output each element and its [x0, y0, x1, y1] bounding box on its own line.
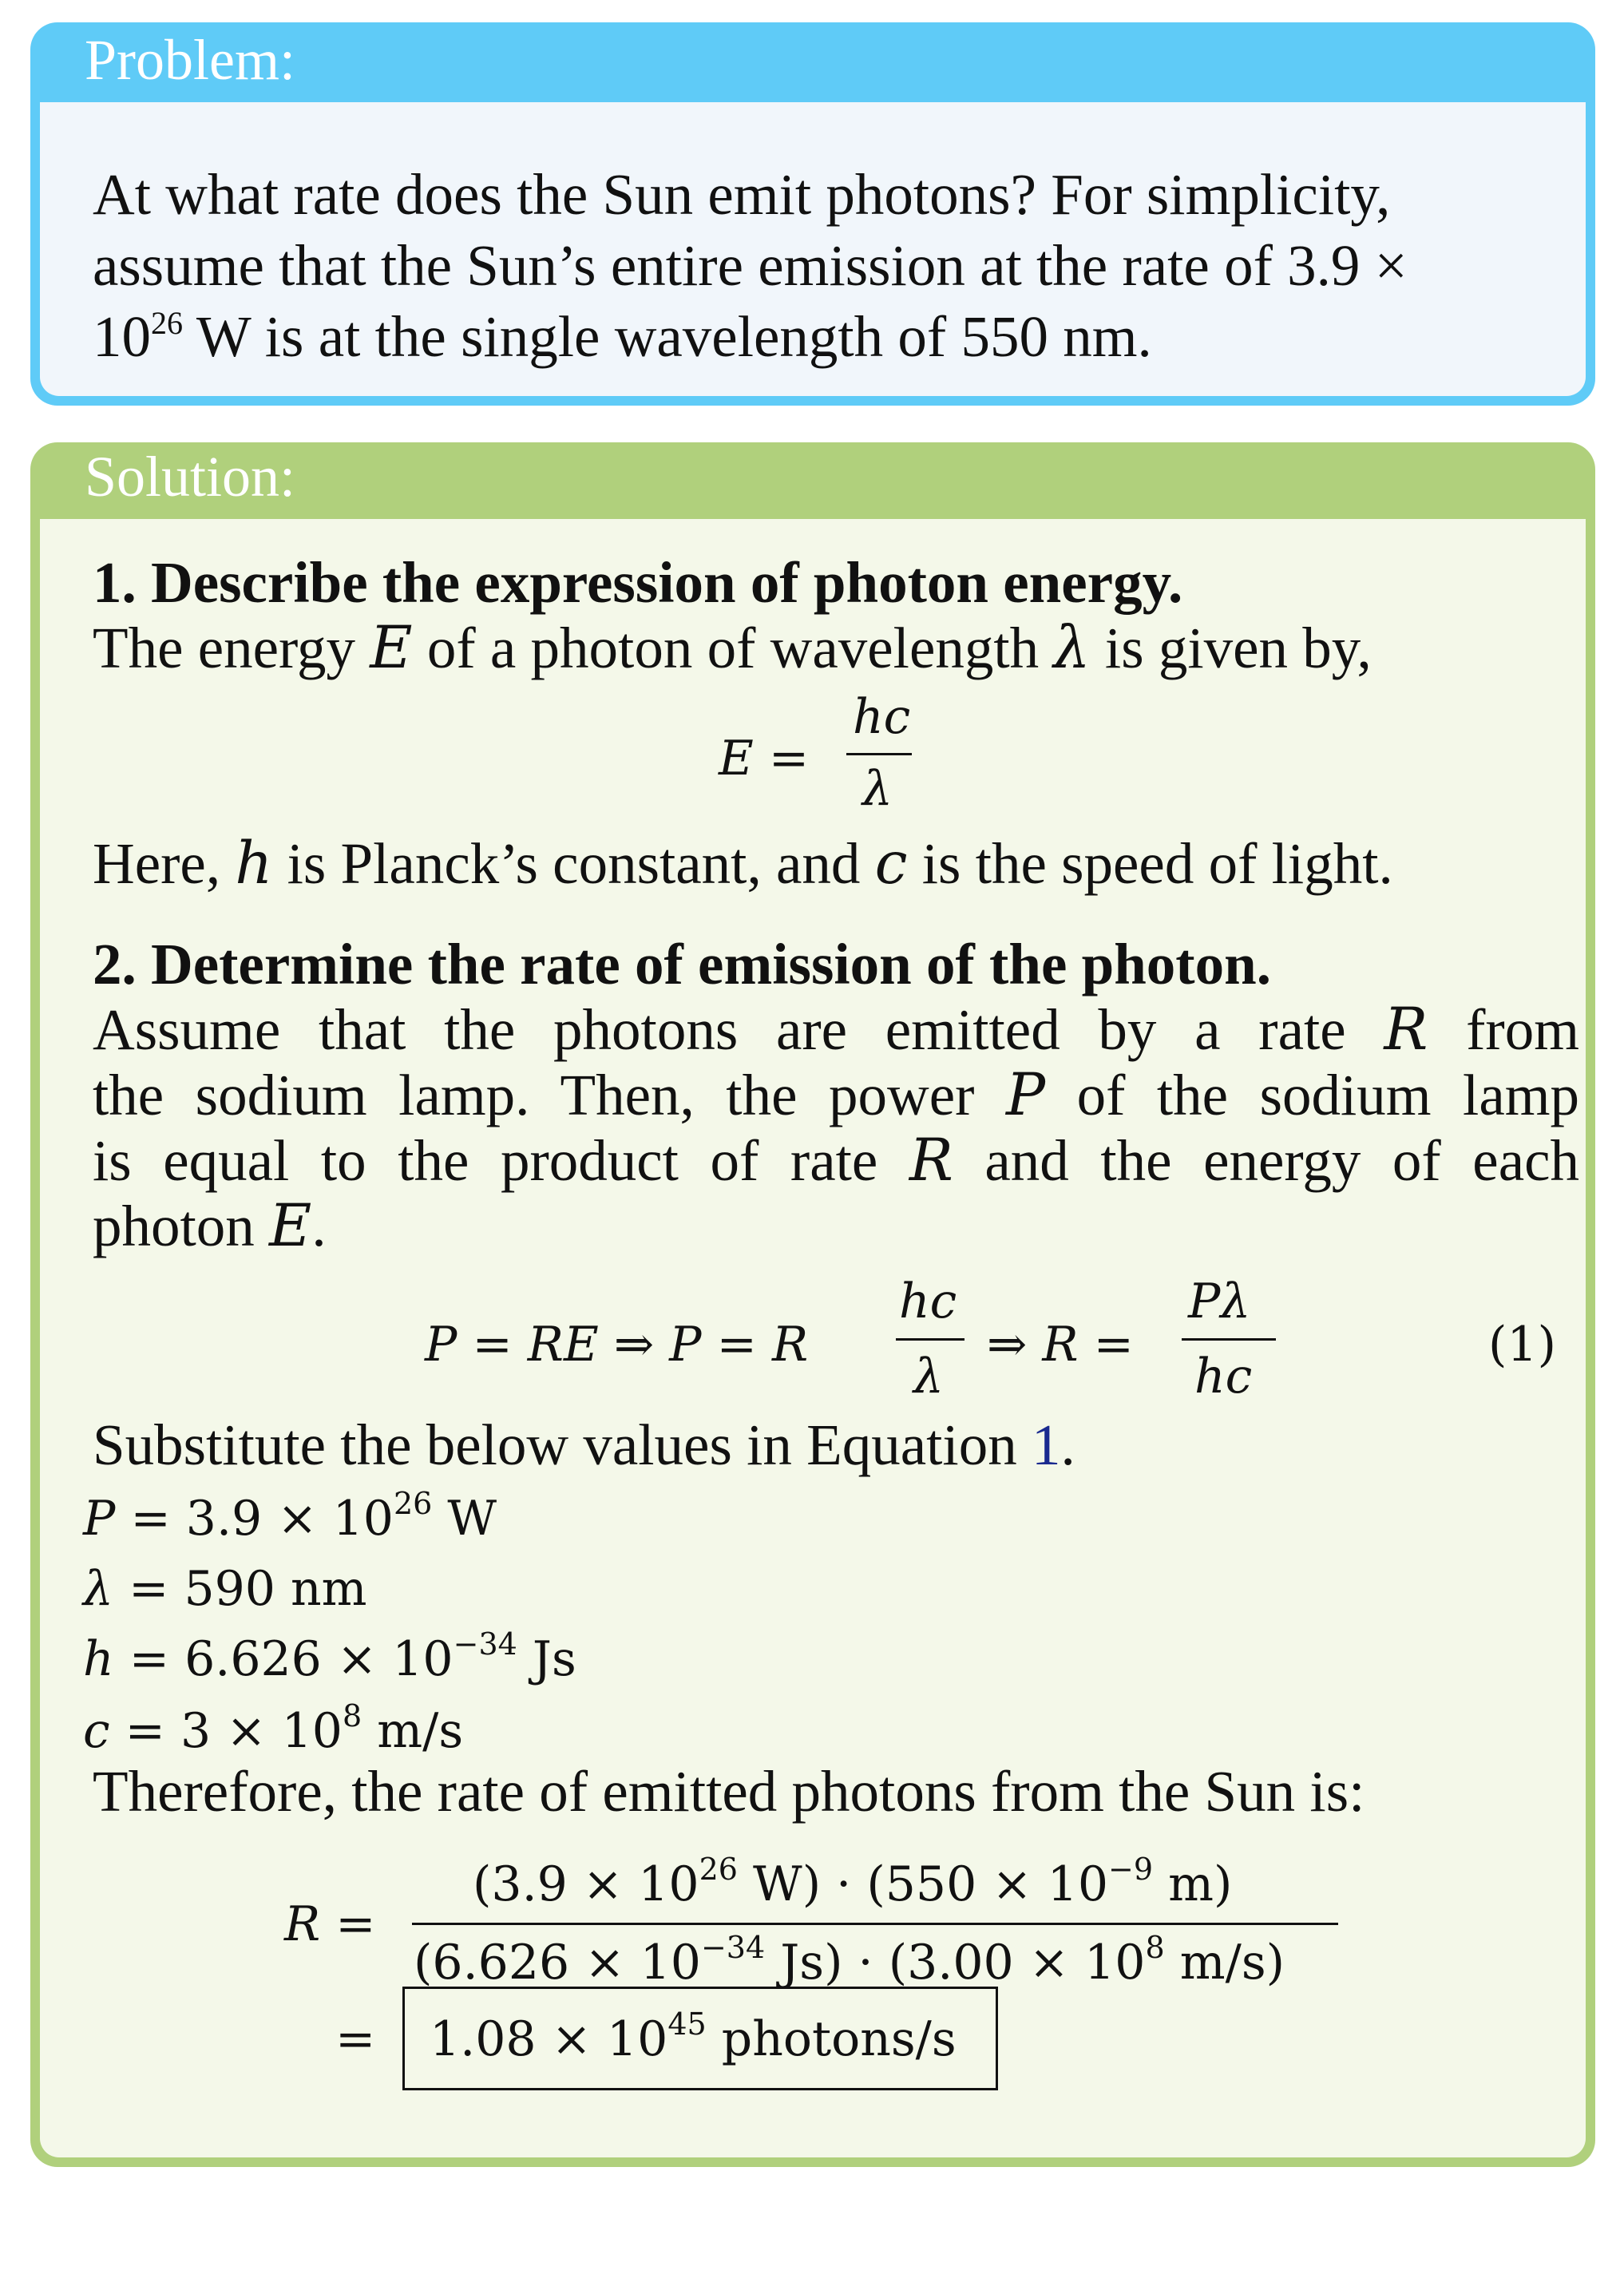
step1-heading: 1. Describe the expression of photon energy.: [93, 550, 1183, 615]
problem-text-line2: assume that the Sun’s entire emission at the rate of 3.9 ×: [93, 233, 1408, 298]
eq1-frac2-numerator: Pλ: [1188, 1274, 1251, 1329]
energy-eq-fraction-bar: [846, 753, 912, 755]
step2-heading: 2. Determine the rate of emission of the photon.: [93, 932, 1271, 996]
final-lhs: R =: [284, 1896, 376, 1952]
eq1-part1: P = RE ⇒ P = R: [425, 1317, 809, 1373]
solution-title: Solution:: [85, 445, 296, 509]
solution-body: [40, 519, 1586, 2157]
substitute-line: Substitute the below values in Equation 1.: [93, 1412, 1075, 1477]
final-fraction-bar: [412, 1923, 1338, 1925]
value-speed-of-light: $c = 3 \times 10^8$ m/s: [83, 1698, 464, 1759]
value-power: $P = 3.9 \times 10^{26}$ W: [83, 1486, 497, 1547]
equation-reference-link[interactable]: 1: [1031, 1412, 1061, 1477]
value-planck-constant: $h = 6.626 \times 10^{-34}$ Js: [83, 1626, 576, 1687]
solution-box: [30, 442, 1595, 2167]
step2-line3: is equal to the product of rate R and the energy of each: [93, 1127, 1579, 1194]
problem-body: [40, 102, 1586, 396]
eq1-frac2-bar: [1182, 1338, 1276, 1341]
problem-text-line1: At what rate does the Sun emit photons? For simplicity,: [93, 162, 1391, 227]
eq1-frac1-bar: [896, 1338, 964, 1341]
problem-box: [30, 22, 1595, 406]
step1-note: Here, h is Planck’s constant, and c is the speed of light.: [93, 830, 1393, 897]
eq1-frac1-denominator: λ: [913, 1349, 945, 1404]
eq1-frac1-numerator: hc: [899, 1274, 957, 1329]
final-equals: =: [335, 2011, 376, 2067]
eq1-part2: ⇒ R =: [987, 1317, 1134, 1373]
conclusion-line: Therefore, the rate of emitted photons from the Sun is:: [93, 1759, 1365, 1824]
eq1-frac2-denominator: hc: [1194, 1349, 1253, 1404]
energy-eq-numerator: hc: [853, 689, 911, 745]
problem-text-line3: $10^{26}$ W is at the single wavelength of 550 nm.: [93, 304, 1152, 369]
energy-eq-lhs: E =: [719, 731, 810, 786]
step2-line4: photon E.: [93, 1192, 327, 1260]
value-wavelength: λ = 590 nm: [83, 1561, 367, 1617]
problem-title: Problem:: [85, 28, 295, 92]
step1-intro: The energy E of a photon of wavelength λ is given by,: [93, 614, 1372, 682]
eq1-tag: (1): [1488, 1317, 1556, 1373]
step2-line1: Assume that the photons are emitted by a rate R from: [93, 996, 1579, 1064]
final-denominator: ($6.626 \times 10^{-34}$ $Js) \cdot (3.00 \times 10^8$ m/s): [414, 1930, 1285, 1991]
final-result: $1.08 \times 10^{45}$ photons/s: [430, 2007, 957, 2067]
energy-eq-denominator: λ: [862, 761, 893, 817]
final-numerator: ($3.9 \times 10^{26}$ $W) \cdot (550 \times 10^{-9}$ m): [473, 1852, 1233, 1912]
step2-line2: the sodium lamp. Then, the power P of the sodium lamp: [93, 1061, 1580, 1129]
